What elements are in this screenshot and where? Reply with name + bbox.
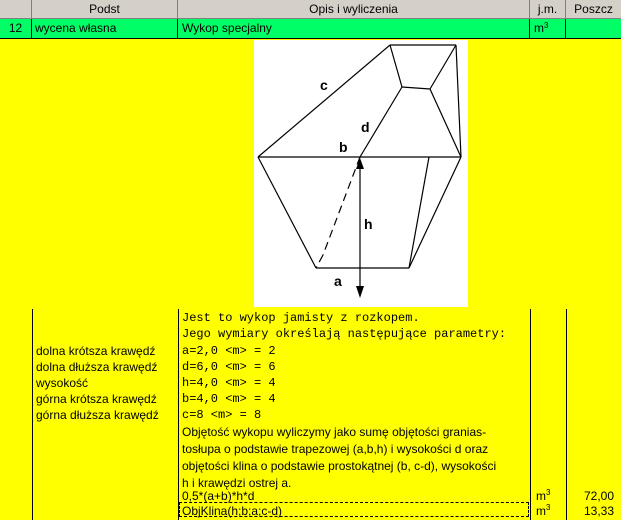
grid-line — [566, 309, 567, 520]
label-d: d — [361, 119, 370, 135]
param-label: górna dłuższa krawędź — [36, 408, 159, 422]
excavation-drawing — [254, 40, 468, 307]
row-divider — [0, 38, 621, 39]
label-h: h — [364, 216, 373, 232]
param-label: wysokość — [36, 376, 89, 390]
label-b: b — [339, 139, 348, 155]
calc-formula[interactable]: 0,5*(a+b)*h*d — [182, 489, 255, 503]
description-line-1: Objętość wykopu wyliczymy jako sumę objętości granias- — [182, 425, 487, 439]
header-podst[interactable]: Podst — [32, 0, 178, 18]
param-label: dolna krótsza krawędź — [36, 344, 156, 358]
grid-line — [530, 309, 531, 520]
position-podst: wycena własna — [32, 19, 178, 38]
header-nr[interactable] — [0, 0, 32, 18]
header-jm[interactable]: j.m. — [530, 0, 566, 18]
param-expr[interactable]: a=2,0 <m> = 2 — [182, 344, 276, 358]
param-expr[interactable]: c=8 <m> = 8 — [182, 408, 262, 422]
position-row[interactable] — [0, 19, 621, 38]
param-expr[interactable]: d=6,0 <m> = 6 — [182, 360, 276, 374]
description-line-3: objętości klina o podstawie prostokątnej (b, c-d), wysokości — [182, 459, 497, 473]
header-poszcz[interactable]: Poszcz — [574, 2, 613, 16]
position-unit: $m^3$ — [530, 19, 566, 38]
label-c: c — [320, 77, 328, 93]
param-expr[interactable]: h=4,0 <m> = 4 — [182, 376, 276, 390]
param-expr[interactable]: b=4,0 <m> = 4 — [182, 392, 276, 406]
param-label: dolna dłuższa krawędź — [36, 360, 158, 374]
calc-formula[interactable]: ObjKlina(h;b;a;c-d) — [182, 504, 283, 518]
position-opis: Wykop specjalny — [178, 19, 530, 38]
calc-unit: $m^3$ — [536, 488, 551, 503]
param-label: górna krótsza krawędź — [36, 392, 157, 406]
grid-line — [178, 309, 179, 520]
header-opis[interactable]: Opis i wyliczenia — [178, 0, 530, 18]
arrow-down-icon — [356, 286, 364, 298]
position-poszcz — [566, 19, 621, 38]
description-line-4: h i krawędzi ostrej a. — [182, 476, 292, 490]
label-a: a — [334, 273, 342, 289]
intro-line-2: Jego wymiary określają następujące parametry: — [182, 327, 507, 341]
description-line-2: tosłupa o podstawie trapezowej (a,b,h) i wysokości d oraz — [182, 442, 489, 456]
position-number: 12 — [0, 19, 32, 38]
excavation-diagram[interactable] — [254, 40, 468, 307]
column-header — [0, 0, 621, 19]
calc-value: 13,33 — [583, 504, 614, 518]
calc-unit: $m^3$ — [536, 503, 551, 518]
calc-value: 72,00 — [583, 489, 614, 503]
intro-line-1: Jest to wykop jamisty z rozkopem. — [182, 311, 420, 325]
grid-line — [32, 309, 33, 520]
